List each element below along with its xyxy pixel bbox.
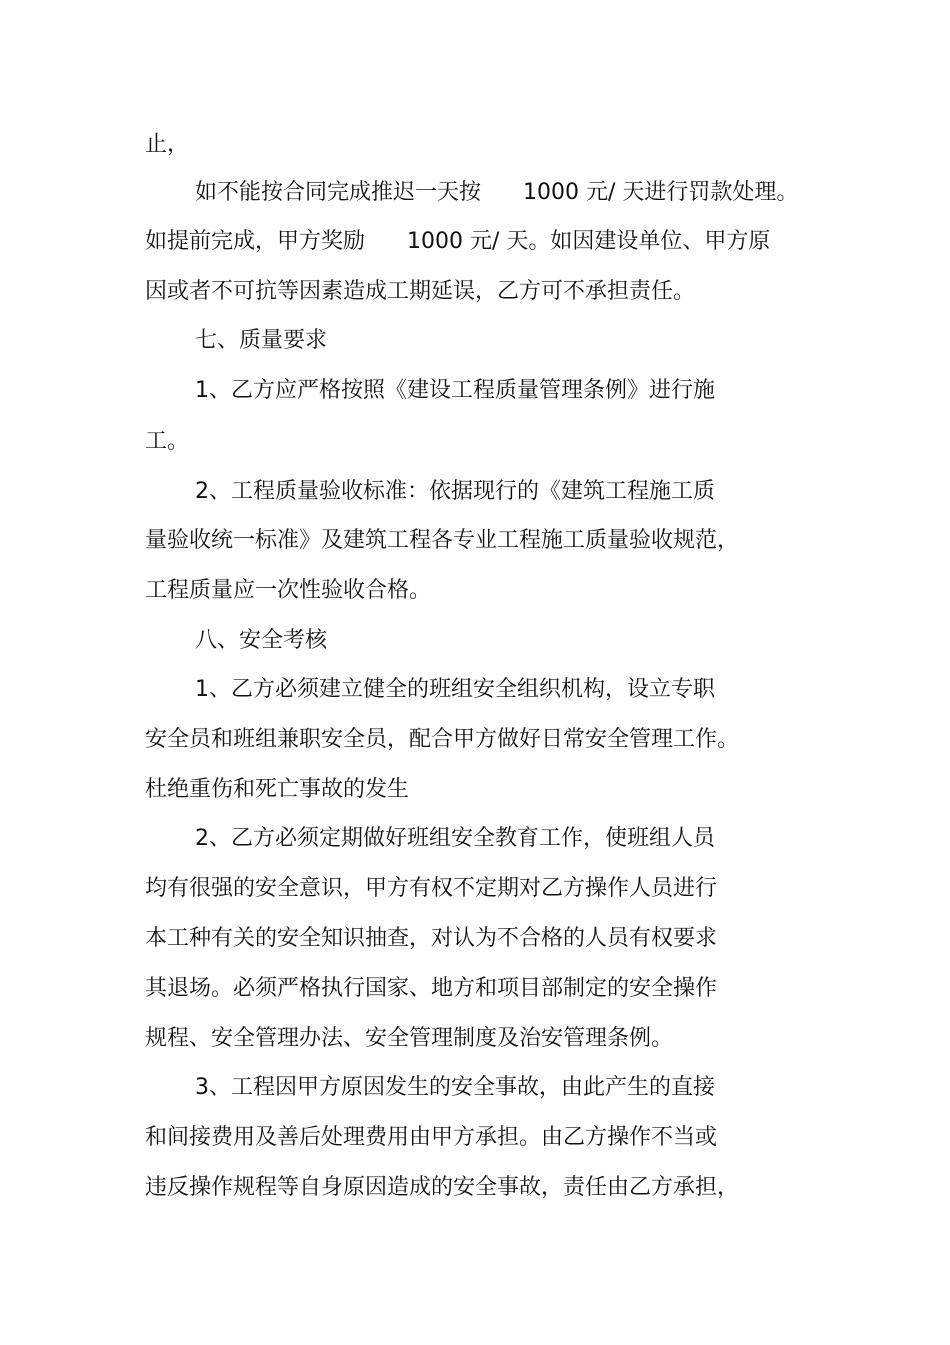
- text-line: 如不能按合同完成推迟一天按 1000 元/ 天进行罚款处理。: [195, 180, 799, 205]
- text-line: 工。: [145, 429, 190, 454]
- text-line: 如提前完成，甲方奖励 1000 元/ 天。如因建设单位、甲方原: [145, 229, 771, 254]
- text-line: 1、乙方应严格按照《建设工程质量管理条例》进行施: [195, 378, 715, 403]
- text-line: 止，: [145, 132, 190, 157]
- text-line: 和间接费用及善后处理费用由甲方承担。由乙方操作不当或: [145, 1125, 718, 1150]
- text-line: 规程、安全管理办法、安全管理制度及治安管理条例。: [145, 1026, 674, 1051]
- text-line: 因或者不可抗等因素造成工期延误，乙方可不承担责任。: [145, 279, 696, 304]
- text-line: 量验收统一标准》及建筑工程各专业工程施工质量验收规范，: [145, 528, 740, 553]
- section-heading: 七、质量要求: [195, 328, 328, 353]
- text-line: 本工种有关的安全知识抽查，对认为不合格的人员有权要求: [145, 926, 718, 951]
- text-line: 杜绝重伤和死亡事故的发生: [145, 777, 410, 802]
- text-line: 工程质量应一次性验收合格。: [145, 578, 432, 603]
- text-line: 均有很强的安全意识，甲方有权不定期对乙方操作人员进行: [145, 876, 718, 901]
- text-line: 1、乙方必须建立健全的班组安全组织机构，设立专职: [195, 677, 715, 702]
- text-line: 违反操作规程等自身原因造成的安全事故，责任由乙方承担，: [145, 1175, 740, 1200]
- text-line: 2、乙方必须定期做好班组安全教育工作，使班组人员: [195, 826, 715, 851]
- text-line: 安全员和班组兼职安全员，配合甲方做好日常安全管理工作。: [145, 727, 740, 752]
- text-line: 其退场。必须严格执行国家、地方和项目部制定的安全操作: [145, 976, 718, 1001]
- text-line: 3、工程因甲方原因发生的安全事故，由此产生的直接: [195, 1075, 715, 1100]
- section-heading: 八、安全考核: [195, 628, 328, 653]
- text-line: 2、工程质量验收标准：依据现行的《建筑工程施工质: [195, 479, 715, 504]
